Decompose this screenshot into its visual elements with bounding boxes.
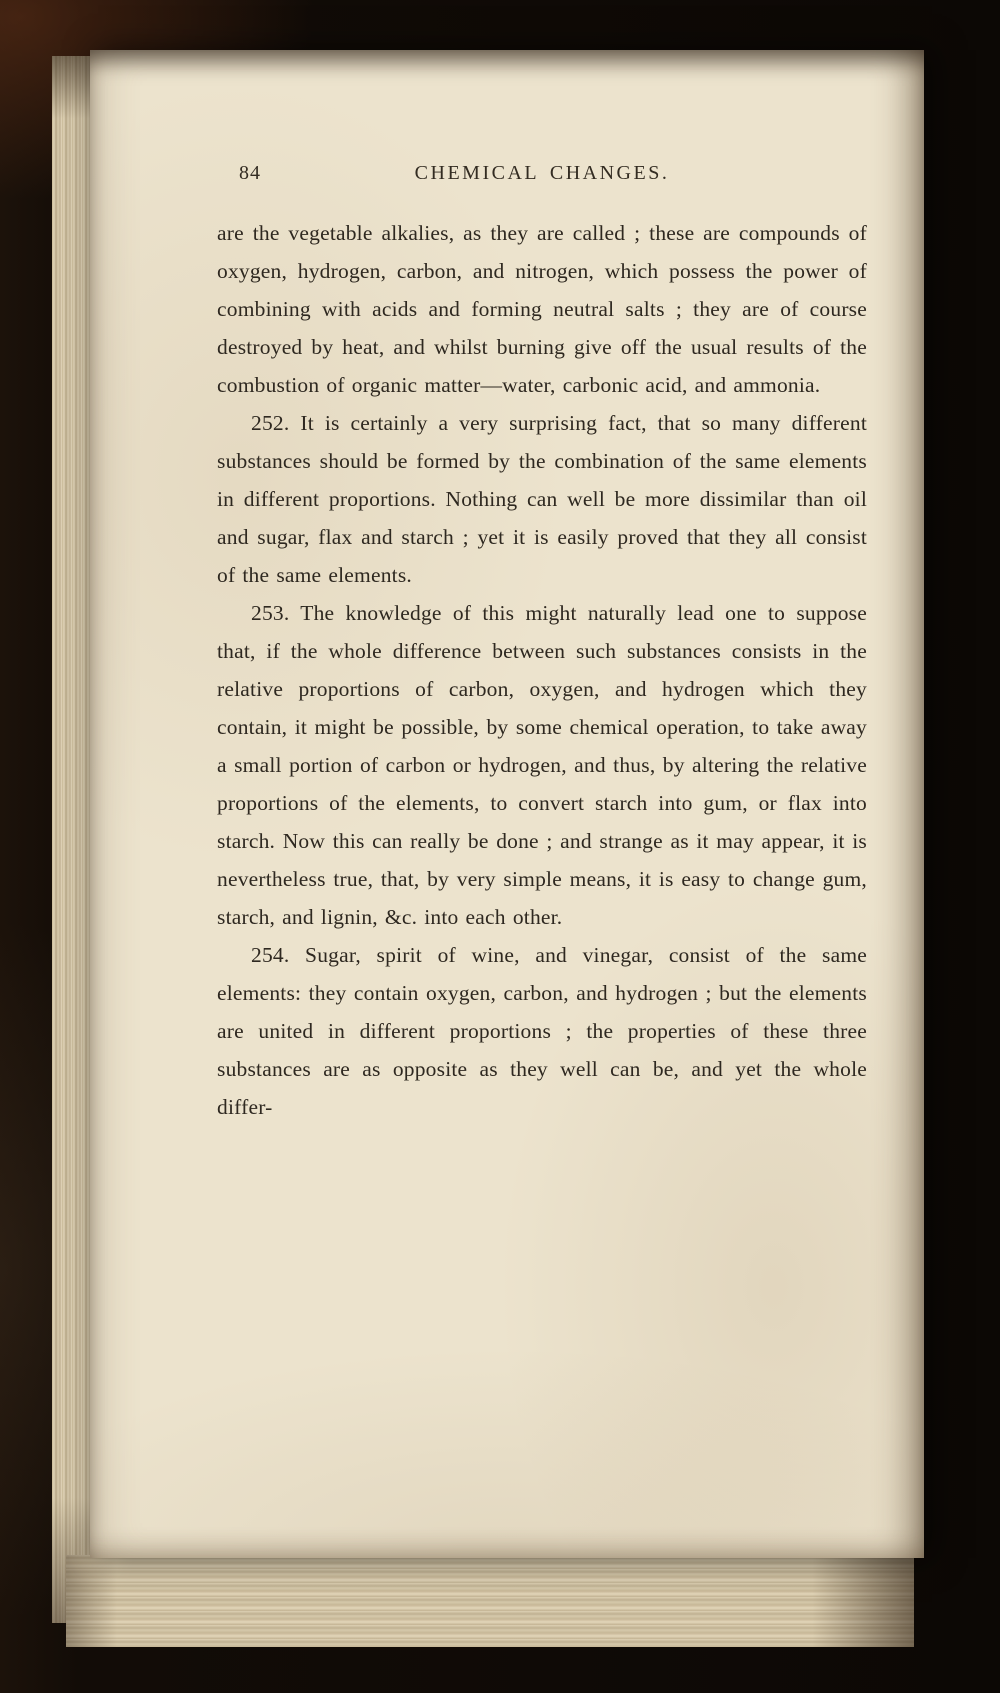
- page-content: [90, 50, 924, 1126]
- page-header: [217, 162, 867, 188]
- paragraph-252: 252. It is certainly a very surprising fact, that so many different substances should be formed by the combination of the same elements in different proportions. Nothing can well be more dissimilar than oil and sugar, flax and starch ; yet it is easily proved that they all consist of the same elements.: [217, 411, 867, 587]
- paragraph-254: 254. Sugar, spirit of wine, and vinegar, consist of the same elements: they contain oxygen, carbon, and hydrogen ; but the elements are united in different proportions ; the properties of these three substances are as opposite as they well can be, and yet the whole differ-: [217, 943, 867, 1119]
- running-head: CHEMICAL CHANGES.: [414, 162, 670, 184]
- book-page: [90, 50, 924, 1558]
- paragraph-continuation: are the vegetable alkalies, as they are called ; these are compounds of oxygen, hydrogen, carbon, and nitrogen, which possess the power of combining with acids and forming neutral salts ; they are of course destroyed by heat, and whilst burning give off the usual results of the combustion of organic matter—water, carbonic acid, and ammonia.: [217, 221, 867, 397]
- page-edges-left: [52, 56, 92, 1623]
- page-edges-bottom: [66, 1555, 914, 1647]
- paragraph-253: 253. The knowledge of this might naturally lead one to suppose that, if the whole difference between such substances consists in the relative proportions of carbon, oxygen, and hydrogen which they contain, it might be possible, by some chemical operation, to take away a small portion of carbon or hydrogen, and thus, by altering the relative proportions of the elements, to convert starch into gum, or flax into starch. Now this can really be done ; and strange as it may appear, it is nevertheless true, that, by very simple means, it is easy to change gum, starch, and lignin, &c. into each other.: [217, 601, 867, 929]
- page-body: [217, 214, 867, 1126]
- page-number: 84: [239, 162, 261, 184]
